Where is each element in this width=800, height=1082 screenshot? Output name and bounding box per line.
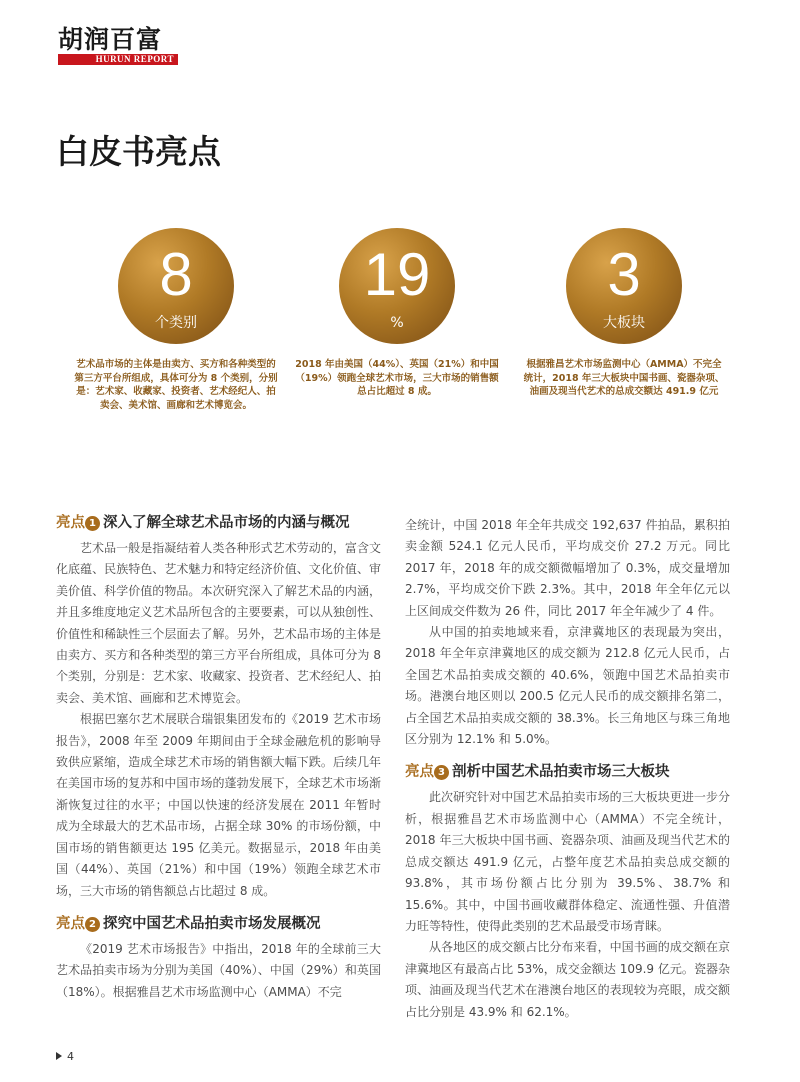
highlight-circle (566, 228, 682, 344)
paragraph: 艺术品一般是指凝结着人类各种形式艺术劳动的，富含文化底蕴、民族特色、艺术魅力和特定经济价值、文化价值、审美价值、科学价值的物品。本次研究深入了解艺术品的内涵，并且多维度地定义艺术品所包含的主要要素，可以从独创性、价值性和稀缺性三个层面去了解。另外，艺术品市场的主体是由卖方、买方和各种类型的第三方平台所组成，具体可分为 8 个类别，分别是：艺术家、收藏家、投资者、艺术经纪人、拍卖会、美术馆、画廊和艺术博览会。 (56, 541, 381, 705)
section-tag: 亮点 (405, 764, 434, 781)
highlight-number: 19 (363, 241, 431, 308)
page-title: 白皮书亮点 (56, 132, 221, 171)
section-heading-3 (405, 761, 730, 783)
highlight-circle (339, 228, 455, 344)
section-heading-1 (56, 512, 381, 534)
section-title: 深入了解全球艺术品市场的内涵与概况 (103, 515, 350, 531)
highlight-text: 2018 年由美国（44%）、英国（21%）和中国（19%）领跑全球艺术市场，三大市场的销售额总占比超过 8 成。 (295, 359, 499, 397)
paragraph: 从各地区的成交额占比分布来看，中国书画的成交额在京津冀地区有最高占比 53%，成交金额达 109.9 亿元。瓷器杂项、油画及现当代艺术在港澳台地区的表现较为亮眼，成交额占比分别是 43.9% 和 62.1%。 (405, 940, 730, 1019)
paragraph: 根据巴塞尔艺术展联合瑞银集团发布的《2019 艺术市场报告》，2008 年至 2009 年期间由于全球金融危机的影响导致供应紧缩，造成全球艺术市场的销售额大幅下跌。后续几年在美国市场的复苏和中国市场的蓬勃发展下，全球艺术市场渐渐恢复过往的水平；中国以快速的经济发展在 2011 年暂时成为全球最大的艺术品市场，占据全球 30% 的市场份额，中国市场的销售额更达 195 亿美元。数据显示，2018 年由美国（44%）、英国（21%）和中国（19%）领跑全球艺术市场，三大市场的销售额总占比超过 8 成。 (56, 712, 381, 898)
brand-logo (58, 26, 182, 65)
right-column (405, 515, 730, 1023)
section-tag: 亮点 (56, 915, 85, 932)
highlight-text: 艺术品市场的主体是由卖方、买方和各种类型的第三方平台所组成，具体可分为 8 个类别，分别是：艺术家、收藏家、投资者、艺术经纪人、拍卖会、美术馆、画廊和艺术博览会。 (74, 359, 278, 411)
highlight-number: 3 (607, 241, 641, 308)
highlight-number: 8 (159, 241, 193, 308)
section-tag: 亮点 (56, 515, 85, 531)
highlight-card-1 (56, 228, 296, 412)
triangle-icon (56, 1052, 62, 1060)
section-title: 剖析中国艺术品拍卖市场三大板块 (452, 764, 670, 781)
section-heading-2 (56, 913, 381, 935)
page-footer (56, 1050, 74, 1063)
brand-name-en: HURUN REPORT (58, 54, 178, 65)
paragraph: 全统计，中国 2018 年全年共成交 192,637 件拍品，累积拍卖金额 524.1 亿元人民币，平均成交价 27.2 万元。同比 2017 年，2018 年的成交额微幅增加了 0.3%，成交量增加 2.7%，平均成交价下跌 2.3%。其中，2018 年全年亿元以上区间成交件数为 26 件，同比 2017 年全年减少了 4 件。 (405, 518, 730, 618)
paragraph: 此次研究针对中国艺术品拍卖市场的三大板块更进一步分析，根据雅昌艺术市场监测中心（AMMA）不完全统计，2018 年三大板块中国书画、瓷器杂项、油画及现当代艺术的总成交额达 491.9 亿元，占整年度艺术品拍卖总成交额的 93.8%，其市场份额占比分别为 39.5%、38.7% 和 15.6%。其中，中国书画收藏群体稳定、流通性强、升值潜力旺等特性，使得此类别的艺术品最受市场青睐。 (405, 790, 730, 933)
left-column (56, 512, 381, 1003)
paragraph: 《2019 艺术市场报告》中指出，2018 年的全球前三大艺术品拍卖市场为分别为美国（40%）、中国（29%）和英国（18%）。根据雅昌艺术市场监测中心（AMMA）不完 (56, 941, 381, 999)
highlight-card-2 (277, 228, 517, 399)
section-number-badge: 1 (85, 516, 100, 531)
highlight-unit: 大板块 (603, 315, 645, 331)
section-title: 探究中国艺术品拍卖市场发展概况 (103, 915, 321, 932)
brand-name-cn: 胡润百富 (58, 25, 163, 54)
highlight-unit: % (390, 315, 404, 331)
paragraph: 从中国的拍卖地域来看，京津冀地区的表现最为突出，2018 年全年京津冀地区的成交额为 212.8 亿元人民币，占全国艺术品拍卖成交额的 40.6%，领跑中国艺术品拍卖市场。港澳台地区则以 200.5 亿元人民币的成交额排名第二，占全国艺术品拍卖成交额的 38.3%。长三角地区与珠三角地区分别为 12.1% 和 5.0%。 (405, 625, 730, 747)
page-number: 4 (67, 1050, 74, 1063)
highlight-unit: 个类别 (155, 315, 197, 331)
section-number-badge: 3 (434, 765, 449, 780)
highlight-circle (118, 228, 234, 344)
section-number-badge: 2 (85, 917, 100, 932)
highlight-text: 根据雅昌艺术市场监测中心（AMMA）不完全统计，2018 年三大板块中国书画、瓷器杂项、油画及现当代艺术的总成交额达 491.9 亿元 (523, 359, 725, 397)
highlight-card-3 (504, 228, 744, 399)
